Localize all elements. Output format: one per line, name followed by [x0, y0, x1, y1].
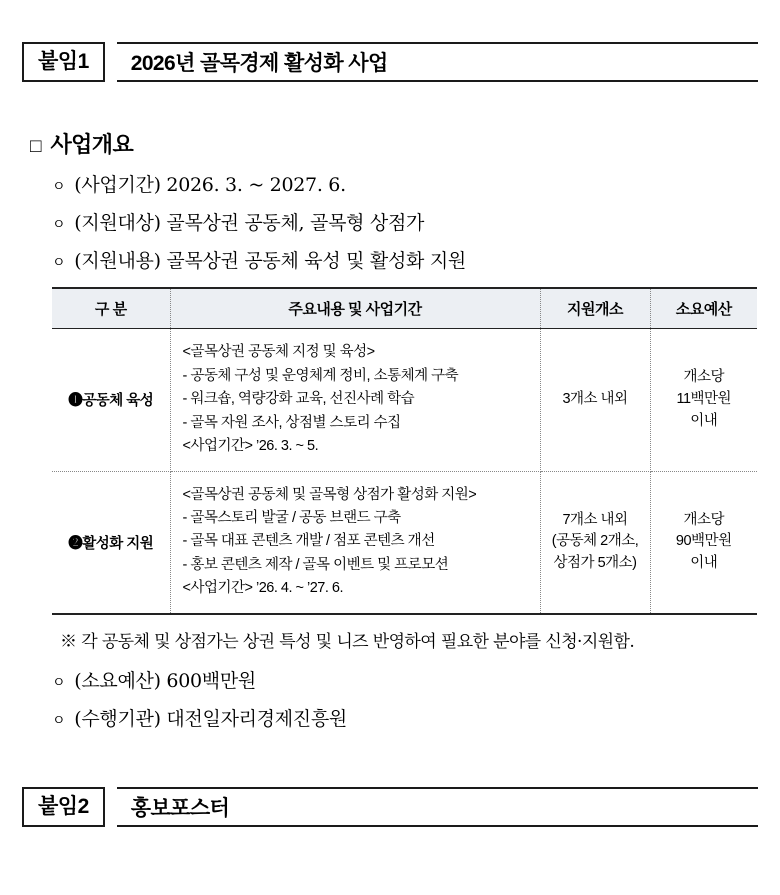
places-line: 7개소 내외 — [562, 511, 628, 528]
row-detail — [170, 471, 540, 614]
budget-line: 이내 — [690, 412, 718, 429]
list-item — [52, 704, 758, 731]
detail-line: <골목상권 공동체 지정 및 육성> — [182, 344, 375, 361]
budget-line: 90백만원 — [675, 533, 732, 550]
detail-line: - 공동체 구성 및 운영체계 정비, 소통체계 구축 — [182, 367, 459, 384]
list-item-label: (지원대상) 골목상권 공동체, 골목형 상점가 — [74, 212, 425, 235]
page-title: 사업개요 — [50, 132, 134, 158]
detail-line: - 골목스토리 발굴 / 공동 브랜드 구축 — [182, 510, 401, 526]
row-name: ❶공동체 육성 — [52, 329, 170, 471]
budget-line: 이내 — [690, 555, 718, 572]
budget-line: 개소당 — [683, 511, 725, 528]
budget-line: 개소당 — [683, 369, 725, 386]
detail-line: <사업기간> ’26. 4. ~ ’27. 6. — [182, 580, 344, 597]
column-header-content: 주요내용 및 사업기간 — [170, 288, 540, 329]
square-bullet-icon: □ — [30, 136, 42, 158]
places-line: 3개소 내외 — [562, 390, 628, 407]
row-places — [540, 471, 650, 614]
column-header-division: 구 분 — [52, 288, 170, 329]
attachment-title-1: 2026년 골목경제 활성화 사업 — [130, 52, 388, 76]
detail-line: - 골목 자원 조사, 상점별 스토리 수집 — [182, 414, 401, 431]
document-page — [0, 42, 780, 895]
detail-line: - 워크숍, 역량강화 교육, 선진사례 학습 — [182, 391, 415, 408]
support-table-wrapper — [52, 287, 757, 615]
detail-line: <골목상권 공동체 및 골목형 상점가 활성화 지원> — [182, 486, 477, 503]
attachment-title-bar-1 — [117, 42, 758, 82]
attachment-header-bottom — [22, 787, 758, 827]
list-item — [52, 246, 758, 273]
places-line: (공동체 2개소, — [551, 533, 639, 550]
section-heading — [30, 128, 758, 159]
support-table — [52, 287, 757, 615]
row-budget — [650, 329, 757, 471]
attachment-header-top — [22, 42, 758, 82]
detail-line: - 골목 대표 콘텐츠 개발 / 점포 콘텐츠 개선 — [182, 533, 435, 550]
table-header-row — [52, 288, 757, 329]
column-header-places: 지원개소 — [540, 288, 650, 329]
circle-bullet-icon: ㅇ — [52, 254, 66, 271]
circle-bullet-icon: ㅇ — [52, 711, 66, 728]
places-line: 상점가 5개소) — [553, 555, 637, 572]
attachment-title-bar-2 — [117, 787, 758, 827]
table-row — [52, 471, 757, 614]
budget-line: 11백만원 — [676, 390, 732, 407]
circle-bullet-icon: ㅇ — [52, 673, 66, 690]
row-name: ❷활성화 지원 — [52, 471, 170, 614]
list-item-label: (사업기간) 2026. 3. ~ 2027. 6. — [74, 174, 346, 197]
attachment-tag-2: 붙임2 — [22, 787, 105, 827]
list-item — [52, 666, 758, 693]
attachment-tag-1: 붙임1 — [22, 42, 105, 82]
detail-line: - 홍보 콘텐츠 제작 / 골목 이벤트 및 프로모션 — [182, 556, 449, 573]
list-item — [52, 170, 758, 197]
list-item-label: (지원내용) 골목상권 공동체 육성 및 활성화 지원 — [74, 250, 466, 273]
row-detail — [170, 329, 540, 471]
list-item-label: (소요예산) 600백만원 — [74, 669, 256, 692]
circle-bullet-icon: ㅇ — [52, 216, 66, 233]
attachment-title-2: 홍보포스터 — [130, 796, 230, 820]
table-note: ※ 각 공동체 및 상점가는 상권 특성 및 니즈 반영하여 필요한 분야를 신청·지원함. — [60, 631, 635, 652]
column-header-budget: 소요예산 — [650, 288, 757, 329]
circle-bullet-icon: ㅇ — [52, 178, 66, 195]
detail-line: <사업기간> ’26. 3. ~ 5. — [182, 438, 319, 455]
list-item-label: (수행기관) 대전일자리경제진흥원 — [74, 707, 347, 730]
list-item — [52, 208, 758, 235]
table-row — [52, 329, 757, 471]
row-budget — [650, 471, 757, 614]
row-places — [540, 329, 650, 471]
